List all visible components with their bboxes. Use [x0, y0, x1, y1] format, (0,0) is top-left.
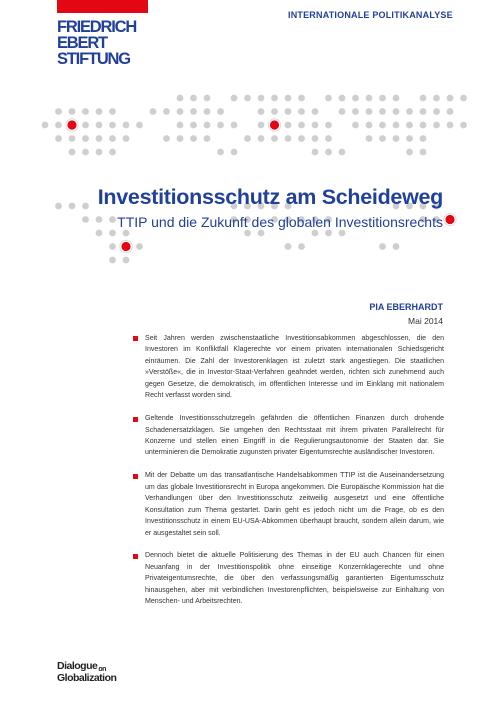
map-dot	[204, 95, 211, 102]
map-dot	[433, 95, 440, 102]
map-dot	[82, 108, 89, 115]
map-dot	[298, 108, 305, 115]
map-dot	[312, 135, 319, 142]
bullet-square-icon	[133, 336, 138, 341]
map-dot	[339, 108, 346, 115]
bullet-text: Seit Jahren werden zwischenstaatliche Investitionsabkommen abgeschlossen, die den Investoren im Konfliktfall Klagerechte vor einem privaten internationalen Schiedsgericht einräumen. Die Zahl der Investorenklagen ist zuletzt stark angestiegen. Die staatlichen »Verstöße«, die in Investor-Staat-Verfahren geahndet werden, richten sich zunehmend auch gegen Gesetze, die demokratisch, im öffentlichen Interesse und im Einklang mit nationalem Recht verfasst worden sind.	[145, 335, 444, 400]
map-dot	[352, 122, 359, 129]
map-dot	[55, 135, 62, 142]
map-dot	[190, 95, 197, 102]
map-dot	[420, 108, 427, 115]
map-dot	[244, 135, 251, 142]
bullet-square-icon	[133, 554, 138, 559]
map-dot	[55, 122, 62, 129]
map-dot	[42, 122, 49, 129]
map-dot	[285, 243, 292, 250]
map-dot-red	[445, 215, 454, 224]
bullet-square-icon	[133, 417, 138, 422]
map-dot	[82, 149, 89, 156]
summary-bullet	[133, 550, 444, 607]
map-dot	[271, 108, 278, 115]
map-dot	[217, 108, 224, 115]
publication-date: Mai 2014	[408, 316, 443, 326]
map-dot	[190, 135, 197, 142]
summary-bullet	[133, 333, 444, 402]
map-dot	[231, 95, 238, 102]
map-dot	[109, 230, 116, 237]
map-dot	[109, 149, 116, 156]
logo-line-2: EBERT	[57, 34, 107, 52]
map-dot	[366, 95, 373, 102]
map-dot	[109, 108, 116, 115]
fes-logo	[57, 0, 148, 68]
map-dot	[433, 122, 440, 129]
map-dot	[285, 108, 292, 115]
map-dot	[271, 95, 278, 102]
map-dot	[150, 108, 157, 115]
map-dot	[325, 149, 332, 156]
map-dot	[285, 135, 292, 142]
map-dot	[123, 230, 130, 237]
map-dot	[312, 122, 319, 129]
map-dot	[325, 122, 332, 129]
map-dot	[420, 149, 427, 156]
map-dot	[96, 122, 103, 129]
map-dot	[96, 230, 103, 237]
map-dot	[271, 135, 278, 142]
map-dot	[177, 95, 184, 102]
map-dot	[55, 108, 62, 115]
map-dot	[447, 95, 454, 102]
dialogue-logo-line-2: Globalization	[57, 672, 117, 684]
map-dot	[379, 122, 386, 129]
map-dot	[298, 243, 305, 250]
map-dot	[163, 108, 170, 115]
map-dot	[109, 122, 116, 129]
map-dot	[285, 95, 292, 102]
map-dot	[258, 135, 265, 142]
map-dot	[136, 243, 143, 250]
map-dot	[352, 95, 359, 102]
map-dot	[312, 108, 319, 115]
map-dot	[298, 135, 305, 142]
map-dot	[109, 135, 116, 142]
map-dot	[285, 122, 292, 129]
map-dot	[96, 149, 103, 156]
logo-line-3: STIFTUNG	[57, 50, 130, 68]
map-dot	[217, 149, 224, 156]
map-dot	[190, 122, 197, 129]
map-dot	[393, 95, 400, 102]
map-dot	[258, 95, 265, 102]
map-dot	[312, 149, 319, 156]
map-dot	[69, 108, 76, 115]
map-dot	[190, 108, 197, 115]
map-dot	[393, 108, 400, 115]
map-dot	[460, 122, 467, 129]
map-dot	[447, 122, 454, 129]
map-dot	[96, 135, 103, 142]
map-dot	[163, 135, 170, 142]
map-dot	[325, 95, 332, 102]
map-dot	[339, 149, 346, 156]
map-dot	[136, 122, 143, 129]
map-dot	[312, 230, 319, 237]
map-dot	[352, 108, 359, 115]
map-dot	[96, 108, 103, 115]
map-dot	[366, 135, 373, 142]
map-dot	[406, 108, 413, 115]
map-dot	[123, 122, 130, 129]
map-dot	[433, 108, 440, 115]
series-title: INTERNATIONALE POLITIKANALYSE	[288, 10, 453, 20]
map-dot	[325, 230, 332, 237]
map-dot	[123, 135, 130, 142]
map-dot	[420, 95, 427, 102]
map-dot	[379, 108, 386, 115]
summary-bullet	[133, 470, 444, 539]
bullet-text: Geltende Investitionsschutzregeln gefährden die öffentlichen Finanzen durch drohende Schadenersatzklagen. Sie umgehen den Rechtsstaat mit ihrem privaten Parallelrecht für Konzerne und stellen einen Eingriff in die Regulierungsautonomie der Staaten dar. Sie unterminieren die Demokratie zugunsten privater Eigentumsrechte ausländischer Investoren.	[145, 415, 444, 457]
map-dot-red	[121, 242, 130, 251]
document-subtitle: TTIP und die Zukunft des globalen Investitionsrechts	[117, 214, 443, 230]
dialogue-logo-line-1: Dialogueon	[57, 660, 106, 673]
author-name: PIA EBERHARDT	[369, 302, 443, 312]
map-dot	[204, 122, 211, 129]
map-dot	[244, 95, 251, 102]
bullet-text: Mit der Debatte um das transatlantische Handelsabkommen TTIP ist die Auseinandersetzung um das globale Investitionsrecht in Europa angekommen. Die Europäische Kommission hat die Verhandlungen über den Investitionsschutz zeitweilig ausgesetzt und eine öffentliche Konsultation zum Thema gestartet. Darin geht es jedoch nicht um die Frage, ob es den Investitionsschutz in einem EU-USA-Abkommen überhaupt braucht, sondern allein darum, wie er ausgestaltet sein soll.	[145, 472, 444, 537]
map-dot	[447, 108, 454, 115]
map-dot	[379, 135, 386, 142]
map-dot	[325, 135, 332, 142]
bullet-square-icon	[133, 474, 138, 479]
map-dot	[177, 108, 184, 115]
map-dot	[420, 122, 427, 129]
map-dot	[339, 230, 346, 237]
map-dot	[258, 108, 265, 115]
map-dot	[231, 149, 238, 156]
map-dot	[82, 135, 89, 142]
map-dot	[177, 135, 184, 142]
document-title: Investitionsschutz am Scheideweg	[97, 185, 443, 209]
map-dot	[204, 135, 211, 142]
map-dot	[406, 135, 413, 142]
map-dot	[298, 95, 305, 102]
map-dot	[393, 243, 400, 250]
map-dot	[298, 122, 305, 129]
map-dot	[217, 122, 224, 129]
map-dot-red	[270, 120, 279, 129]
map-dot	[82, 122, 89, 129]
map-dot	[339, 95, 346, 102]
map-dot	[366, 122, 373, 129]
map-dot	[204, 108, 211, 115]
summary-bullets	[133, 333, 444, 619]
map-dot	[109, 257, 116, 264]
map-dot	[258, 122, 265, 129]
map-dot	[109, 243, 116, 250]
map-dot	[69, 135, 76, 142]
map-dot	[393, 135, 400, 142]
map-dot	[69, 149, 76, 156]
logo-line-1: FRIEDRICH	[57, 18, 137, 36]
map-dot	[366, 108, 373, 115]
map-dot	[406, 149, 413, 156]
logo-red-bar	[57, 0, 148, 13]
map-dot	[231, 122, 238, 129]
map-dot	[406, 122, 413, 129]
map-dot	[460, 95, 467, 102]
map-dot-red	[67, 120, 76, 129]
summary-bullet	[133, 413, 444, 459]
bullet-text: Dennoch bietet die aktuelle Politisierung des Themas in der EU auch Chancen für einen Neuanfang in der Investitionspolitik ohne einseitige Konzernklagerechte und ohne Privateigentumsrechte, die über den verfassungsmäßig garantierten Eigentumsschutz hinausgehen, aber mit verbindlichen Investorenpflichten, beispielsweise zur Einhaltung von Menschen- und Arbeitsrechten.	[145, 552, 444, 606]
map-dot	[379, 243, 386, 250]
map-dot	[177, 122, 184, 129]
map-dot	[258, 230, 265, 237]
dialogue-on-globalization-logo	[57, 660, 147, 690]
map-dot	[123, 257, 130, 264]
map-dot	[420, 135, 427, 142]
map-dot	[379, 95, 386, 102]
map-dot	[244, 230, 251, 237]
map-dot	[393, 122, 400, 129]
